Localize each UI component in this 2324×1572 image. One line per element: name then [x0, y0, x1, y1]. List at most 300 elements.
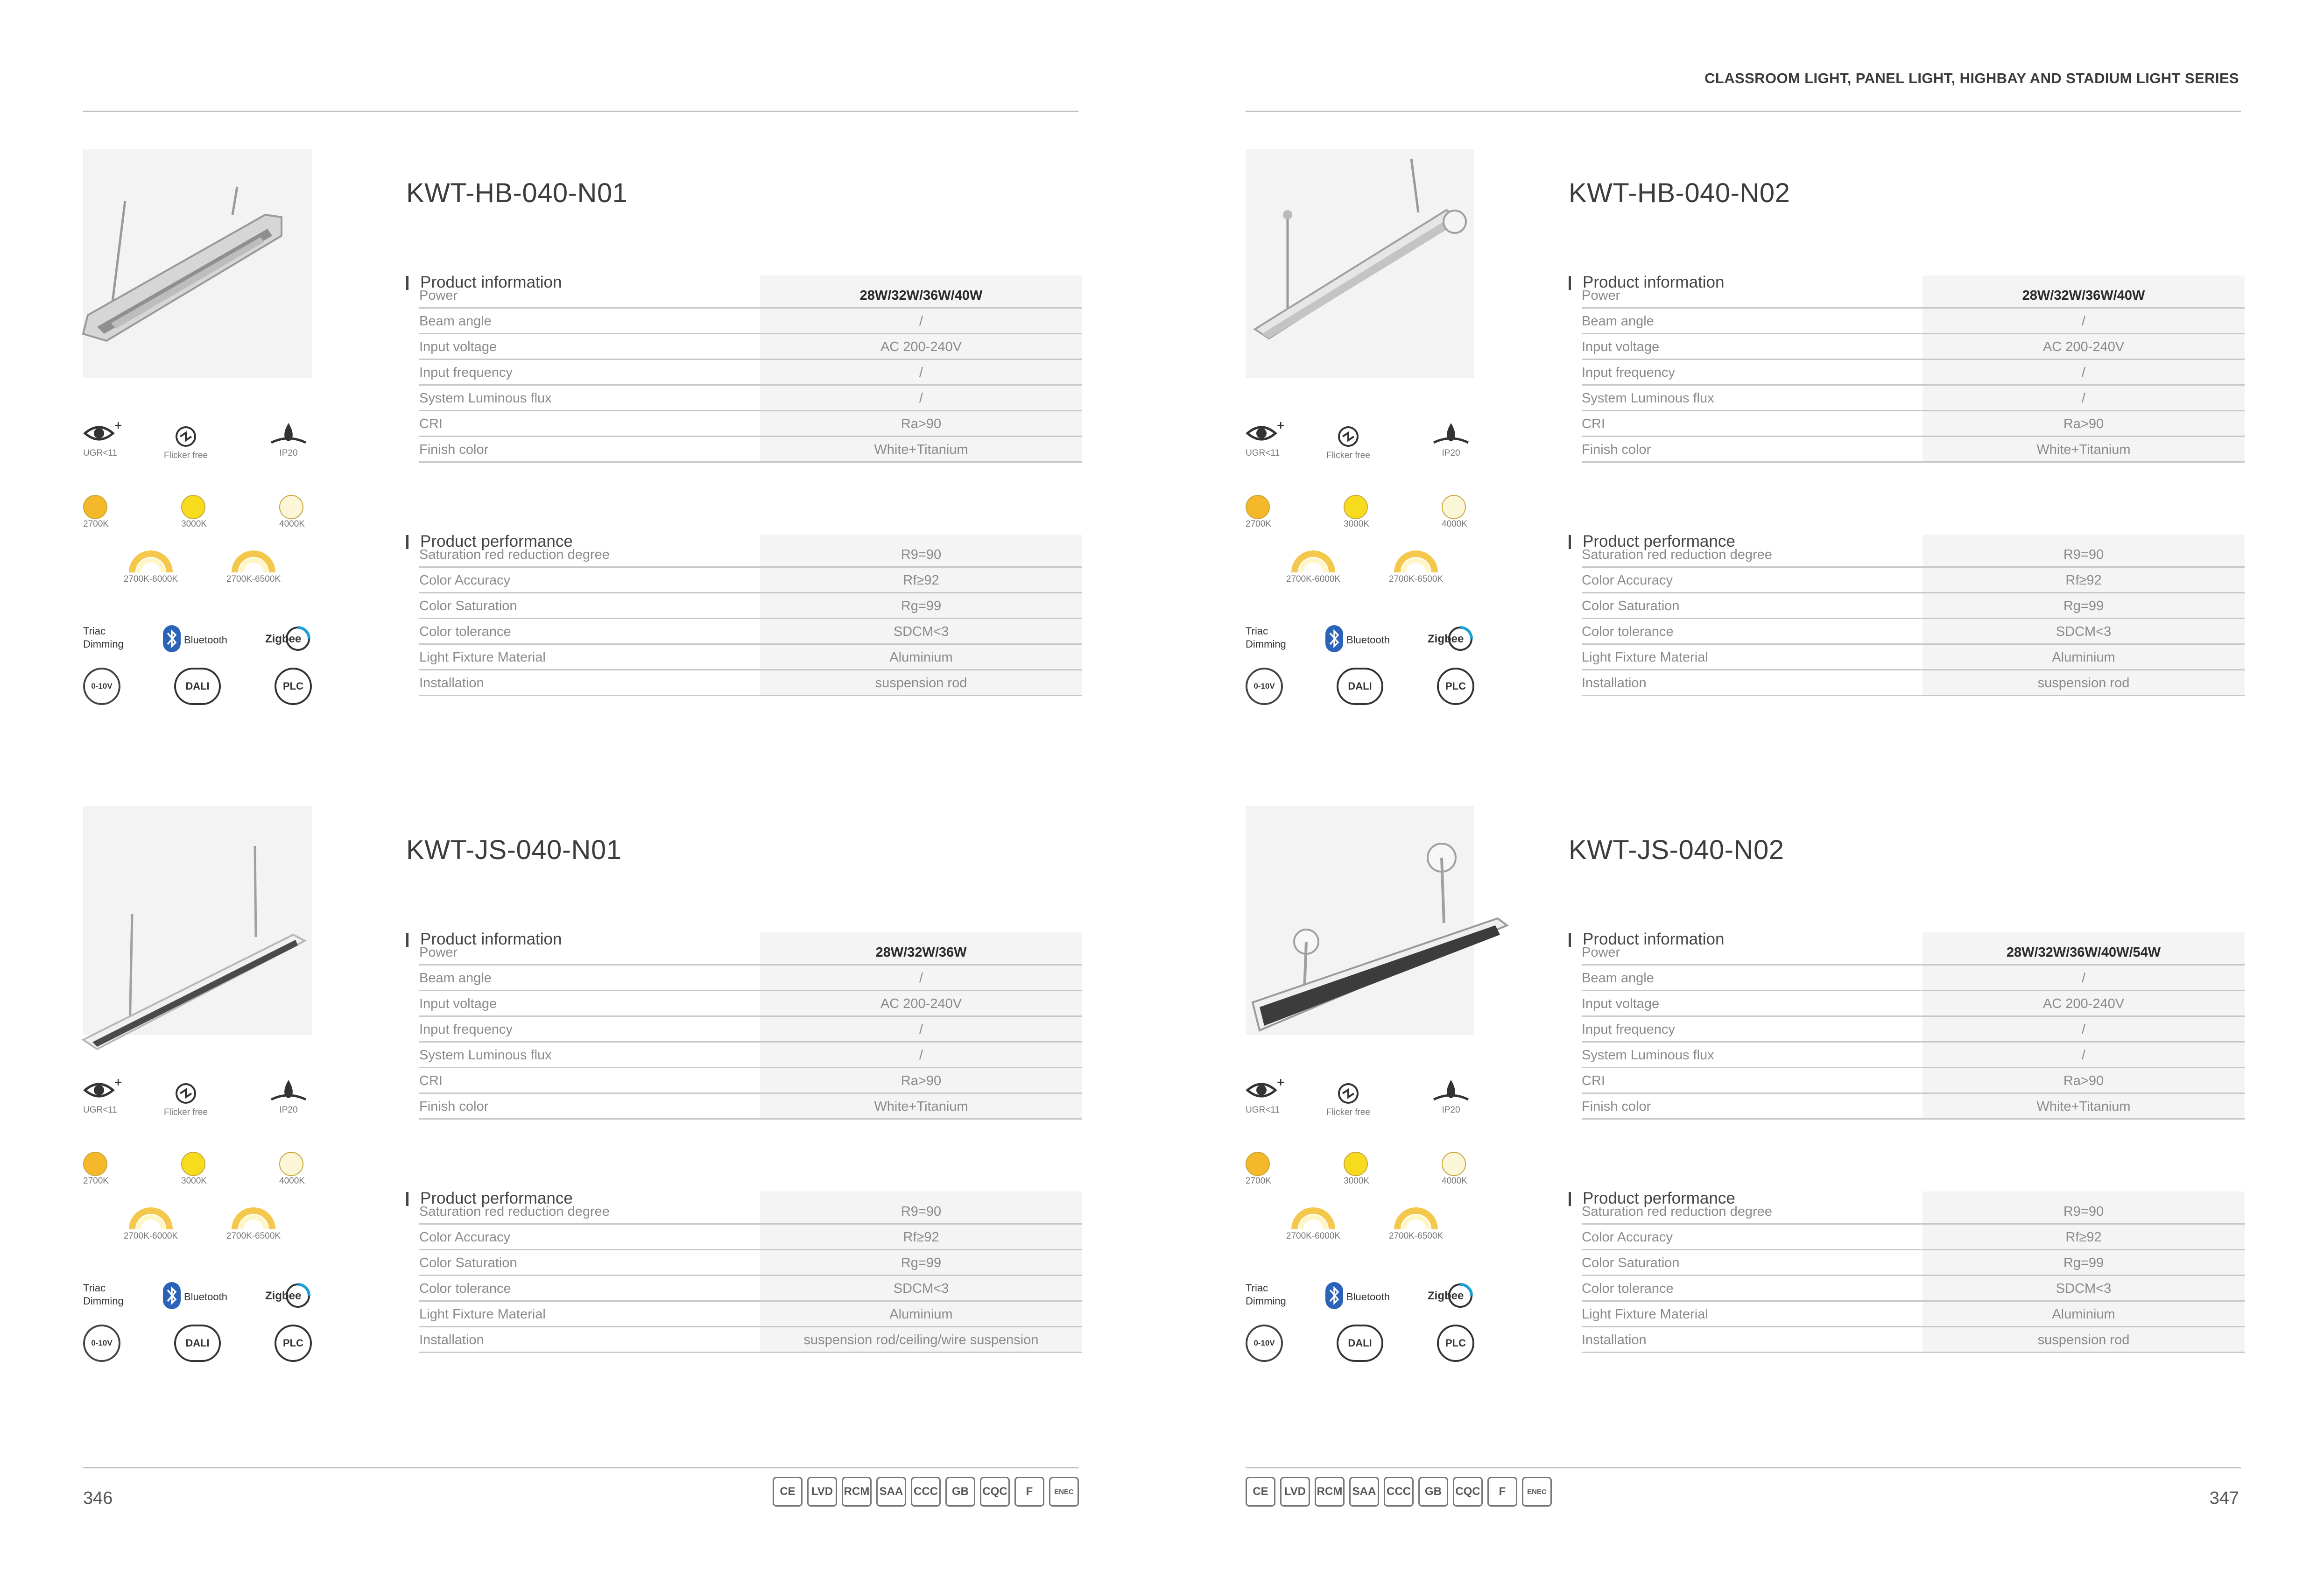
tunable-2700k-6000k: 2700K-6000K: [111, 1203, 190, 1241]
zero-ten-v-badge: 0-10V: [83, 1325, 120, 1362]
spec-row-installation: [419, 670, 1082, 696]
spec-label: Installation: [419, 676, 484, 691]
dali-badge: DALI: [174, 1325, 221, 1362]
spec-value: R9=90: [2063, 547, 2104, 562]
cert-ccc-icon: CCC: [911, 1477, 941, 1507]
color-dot-4000k: [279, 1152, 303, 1176]
spec-value: AC 200-240V: [880, 339, 962, 354]
page-number-left: 346: [83, 1488, 113, 1508]
tunable-white-icon: [230, 1203, 293, 1231]
cert-gb-icon: GB: [1418, 1477, 1448, 1507]
spec-row-finish: [419, 1094, 1082, 1120]
control-bluetooth: Bluetooth: [1325, 625, 1390, 655]
spec-row-material: [419, 645, 1082, 670]
feature-ugr: + UGR<11: [1246, 1077, 1285, 1115]
spec-value: Rf≥92: [903, 573, 939, 588]
svg-text:Zigbee: Zigbee: [265, 1290, 302, 1302]
spec-label: Color Accuracy: [419, 1230, 511, 1245]
cert-ce-icon: CE: [773, 1477, 803, 1507]
feature-flicker-free: Flicker free: [158, 423, 214, 461]
feature-flicker-free: Flicker free: [1320, 423, 1376, 461]
svg-text:Zigbee: Zigbee: [1428, 1290, 1464, 1302]
cert-f-icon: F: [1487, 1477, 1517, 1507]
spec-row-beam: [1582, 309, 2245, 334]
product-performance-table: [419, 1191, 1082, 1353]
spec-label: Saturation red reduction degree: [1582, 1204, 1772, 1219]
zigbee-icon: [265, 1290, 312, 1311]
spec-row-power: [1582, 940, 2245, 966]
spec-value: Rg=99: [2063, 599, 2104, 613]
spec-value: AC 200-240V: [2042, 339, 2125, 354]
spec-label: Color tolerance: [419, 1281, 511, 1296]
cert-rcm-icon: RCM: [842, 1477, 872, 1507]
spec-value: suspension rod: [2037, 1332, 2130, 1347]
spec-label: Finish color: [1582, 442, 1651, 457]
spec-row-finish: [419, 437, 1082, 463]
control-triac-dimming: Triac Dimming: [1246, 1282, 1286, 1307]
cct-3000k: 3000K: [1344, 495, 1381, 529]
spec-label: Finish color: [1582, 1099, 1651, 1114]
cct-4000k: 4000K: [1442, 495, 1479, 529]
spec-row-power: [1582, 283, 2245, 309]
spec-value: suspension rod: [2037, 676, 2130, 691]
control-bluetooth: Bluetooth: [1325, 1282, 1390, 1312]
product-performance-title: Product performance: [406, 1189, 573, 1208]
spec-value: Aluminium: [2052, 1307, 2115, 1322]
color-dot-2700k: [83, 495, 107, 519]
eye-icon: [1246, 420, 1283, 448]
feature-flicker-free: Flicker free: [158, 1079, 214, 1118]
zero-ten-v-badge: 0-10V: [1246, 1325, 1283, 1362]
product-performance-table: [1582, 535, 2245, 696]
color-dot-2700k: [83, 1152, 107, 1176]
suspension-wire: [255, 846, 256, 937]
suspension-wire: [130, 914, 132, 1030]
svg-text:Zigbee: Zigbee: [1428, 633, 1464, 645]
spec-label: Color tolerance: [419, 624, 511, 639]
ip20-icon: [268, 420, 310, 448]
cert-ce-icon: CE: [1246, 1477, 1275, 1507]
control-dali: [174, 668, 221, 705]
cct-2700k: 2700K: [1246, 495, 1283, 529]
spec-value: Rf≥92: [2065, 573, 2102, 588]
spec-value: Rg=99: [901, 599, 942, 613]
spec-row-saturation: [1582, 593, 2245, 619]
spec-row-accuracy: [419, 568, 1082, 593]
product-performance-title: Product performance: [1569, 1189, 1735, 1208]
spec-value: Rg=99: [901, 1255, 942, 1270]
spec-row-beam: [419, 966, 1082, 991]
spec-label: System Luminous flux: [419, 1048, 552, 1063]
bottom-divider-left: [83, 1467, 1078, 1468]
cct-2700k: 2700K: [83, 1152, 120, 1186]
spec-value: White+Titanium: [874, 1099, 968, 1114]
spec-row-power: [419, 940, 1082, 966]
spec-row-voltage: [419, 334, 1082, 360]
spec-row-tolerance: [1582, 619, 2245, 645]
cert-lvd-icon: LVD: [1280, 1477, 1310, 1507]
spec-label: Input voltage: [419, 996, 497, 1011]
spec-row-frequency: [1582, 1017, 2245, 1043]
cert-lvd-icon: LVD: [807, 1477, 837, 1507]
spec-row-frequency: [419, 1017, 1082, 1043]
spec-label: Power: [419, 945, 458, 960]
tunable-white-icon: [1393, 1203, 1456, 1231]
tunable-white-icon: [127, 1203, 190, 1231]
spec-value: /: [919, 365, 923, 380]
spec-value: /: [2081, 1048, 2086, 1063]
control-zigbee: [1428, 1282, 1474, 1312]
spec-value: 28W/32W/36W/40W: [2022, 288, 2145, 303]
color-dot-3000k: [1344, 1152, 1368, 1176]
certification-icons-left: [773, 1477, 1079, 1507]
spec-value: White+Titanium: [2036, 442, 2131, 457]
feature-flicker-free: Flicker free: [1320, 1079, 1376, 1118]
dali-badge: DALI: [1337, 1325, 1383, 1362]
spec-label: Color Accuracy: [1582, 1230, 1673, 1245]
feature-ip20: IP20: [1430, 1077, 1472, 1115]
flicker-free-icon: [172, 423, 214, 451]
product-image: [83, 149, 312, 378]
spec-value: Ra>90: [901, 416, 942, 431]
product-information-table: [419, 275, 1082, 463]
product-model: KWT-HB-040-N02: [1569, 178, 1790, 208]
spec-value: R9=90: [901, 547, 942, 562]
spec-label: Saturation red reduction degree: [419, 547, 610, 562]
feature-ip20: IP20: [1430, 420, 1472, 458]
spec-value: White+Titanium: [874, 442, 968, 457]
color-dot-3000k: [181, 1152, 205, 1176]
bottom-divider-right: [1246, 1467, 2241, 1468]
control-triac-dimming: Triac Dimming: [83, 1282, 124, 1307]
svg-text:+: +: [1276, 1077, 1285, 1088]
spec-value: /: [2081, 1022, 2086, 1037]
eye-icon: [83, 420, 123, 448]
spec-value: SDCM<3: [893, 1281, 949, 1296]
spec-label: Color tolerance: [1582, 1281, 1674, 1296]
spec-label: Input frequency: [419, 1022, 513, 1037]
cct-4000k: 4000K: [279, 495, 317, 529]
spec-row-cri: [1582, 411, 2245, 437]
feature-ip20: IP20: [268, 1077, 310, 1115]
spec-value: /: [919, 391, 923, 406]
product-model: KWT-JS-040-N01: [406, 835, 622, 865]
spec-row-tolerance: [419, 619, 1082, 645]
tunable-2700k-6500k: 2700K-6500K: [1376, 1203, 1456, 1241]
zigbee-icon: [1428, 633, 1474, 655]
spec-value: /: [919, 971, 923, 986]
eye-icon: [83, 1077, 123, 1105]
cct-2700k: 2700K: [83, 495, 120, 529]
control-0-10v: [1246, 668, 1283, 705]
spec-label: Beam angle: [419, 971, 492, 986]
spec-label: Input voltage: [1582, 996, 1660, 1011]
tunable-white-icon: [127, 546, 190, 574]
tunable-2700k-6000k: 2700K-6000K: [1274, 546, 1353, 585]
spec-label: Light Fixture Material: [1582, 650, 1708, 665]
spec-value: /: [2081, 971, 2086, 986]
control-zigbee: [265, 625, 312, 655]
spec-label: Saturation red reduction degree: [1582, 547, 1772, 562]
spec-label: Finish color: [419, 1099, 489, 1114]
control-zigbee: [1428, 625, 1474, 655]
spec-row-saturation-red: [419, 1199, 1082, 1225]
spec-value: /: [2081, 314, 2086, 329]
spec-row-beam: [419, 309, 1082, 334]
control-triac-dimming: Triac Dimming: [83, 625, 124, 650]
zigbee-icon: [265, 633, 312, 655]
svg-text:+: +: [114, 1077, 123, 1088]
control-zigbee: [265, 1282, 312, 1312]
spec-row-saturation: [419, 593, 1082, 619]
bluetooth-icon: [1325, 625, 1344, 655]
spec-label: Input voltage: [419, 339, 497, 354]
spec-row-beam: [1582, 966, 2245, 991]
spec-row-voltage: [1582, 991, 2245, 1017]
cert-ccc-icon: CCC: [1384, 1477, 1414, 1507]
spec-label: Finish color: [419, 442, 489, 457]
spec-row-accuracy: [1582, 568, 2245, 593]
spec-row-voltage: [419, 991, 1082, 1017]
spec-value: SDCM<3: [2056, 624, 2112, 639]
spec-row-installation: [1582, 670, 2245, 696]
product-information-title: Product information: [1569, 273, 1724, 292]
spec-row-installation: [1582, 1327, 2245, 1353]
spec-label: Light Fixture Material: [1582, 1307, 1708, 1322]
spec-row-voltage: [1582, 334, 2245, 360]
feature-ugr: + UGR<11: [83, 420, 123, 458]
spec-value: 28W/32W/36W/40W/54W: [2006, 945, 2161, 960]
plc-badge: PLC: [1437, 668, 1474, 705]
product-information-table: [1582, 932, 2245, 1120]
spec-row-flux: [419, 1043, 1082, 1068]
color-dot-4000k: [1442, 495, 1466, 519]
spec-value: Ra>90: [901, 1073, 942, 1088]
svg-text:+: +: [114, 420, 123, 431]
spec-value: Aluminium: [889, 1307, 953, 1322]
spec-label: Power: [1582, 945, 1620, 960]
spec-row-saturation-red: [419, 542, 1082, 568]
spec-label: Installation: [1582, 1332, 1647, 1347]
plc-badge: PLC: [275, 1325, 312, 1362]
spec-label: Installation: [1582, 676, 1647, 691]
spec-label: Installation: [419, 1332, 484, 1347]
spec-label: Power: [419, 288, 458, 303]
spec-label: Color Saturation: [1582, 599, 1680, 613]
color-dot-3000k: [1344, 495, 1368, 519]
cert-enec-icon: ENEC: [1522, 1477, 1552, 1507]
spec-row-flux: [1582, 386, 2245, 411]
control-plc: [1437, 668, 1474, 705]
cert-cqc-icon: CQC: [980, 1477, 1010, 1507]
spec-row-finish: [1582, 437, 2245, 463]
spec-label: System Luminous flux: [419, 391, 552, 406]
spec-value: R9=90: [901, 1204, 942, 1219]
spec-value: Rf≥92: [2065, 1230, 2102, 1245]
tunable-2700k-6500k: 2700K-6500K: [1376, 546, 1456, 585]
ip20-icon: [1430, 1077, 1472, 1105]
cert-saa-icon: SAA: [876, 1477, 906, 1507]
spec-row-frequency: [1582, 360, 2245, 386]
spec-label: CRI: [1582, 1073, 1605, 1088]
spec-row-saturation: [419, 1250, 1082, 1276]
product-card-4: [1246, 806, 2324, 1409]
product-image: [83, 806, 312, 1035]
spec-label: Input frequency: [1582, 365, 1675, 380]
spec-row-saturation-red: [1582, 1199, 2245, 1225]
product-card-3: [83, 806, 1162, 1409]
spec-value: SDCM<3: [893, 624, 949, 639]
product-information-table: [1582, 275, 2245, 463]
control-dali: [1337, 668, 1383, 705]
cert-saa-icon: SAA: [1349, 1477, 1379, 1507]
spec-value: suspension rod/ceiling/wire suspension: [803, 1332, 1039, 1347]
product-information-title: Product information: [406, 273, 562, 292]
spec-value: 28W/32W/36W: [875, 945, 967, 960]
spec-label: Color Saturation: [419, 599, 517, 613]
plc-badge: PLC: [275, 668, 312, 705]
luminaire-body: [1255, 210, 1458, 338]
spec-value: SDCM<3: [2056, 1281, 2112, 1296]
control-dali: [1337, 1325, 1383, 1362]
svg-text:+: +: [1276, 420, 1285, 431]
spec-row-flux: [419, 386, 1082, 411]
spec-value: Aluminium: [2052, 650, 2115, 665]
product-card-2: [1246, 149, 2324, 752]
control-plc: [1437, 1325, 1474, 1362]
flicker-free-icon: [1334, 423, 1376, 451]
zero-ten-v-badge: 0-10V: [83, 668, 120, 705]
feature-ugr: + UGR<11: [1246, 420, 1285, 458]
zigbee-icon: [1428, 1290, 1474, 1311]
flicker-free-icon: [1334, 1079, 1376, 1107]
spec-value: /: [919, 1022, 923, 1037]
product-performance-table: [1582, 1191, 2245, 1353]
spec-row-installation: [419, 1327, 1082, 1353]
bluetooth-icon: [1325, 1282, 1344, 1312]
control-0-10v: [83, 668, 120, 705]
top-divider-right: [1246, 111, 2241, 112]
spec-row-power: [419, 283, 1082, 309]
cert-enec-icon: ENEC: [1049, 1477, 1079, 1507]
spec-row-accuracy: [1582, 1225, 2245, 1250]
spec-label: Light Fixture Material: [419, 650, 546, 665]
spec-label: CRI: [419, 1073, 443, 1088]
spec-label: Color tolerance: [1582, 624, 1674, 639]
svg-text:Zigbee: Zigbee: [265, 633, 302, 645]
spec-row-finish: [1582, 1094, 2245, 1120]
spec-row-material: [419, 1302, 1082, 1327]
control-0-10v: [83, 1325, 120, 1362]
spec-value: /: [2081, 391, 2086, 406]
page-number-right: 347: [2209, 1488, 2239, 1508]
cert-f-icon: F: [1014, 1477, 1044, 1507]
spec-label: Beam angle: [419, 314, 492, 329]
spec-row-cri: [1582, 1068, 2245, 1094]
spec-value: /: [919, 1048, 923, 1063]
spec-value: White+Titanium: [2036, 1099, 2131, 1114]
tunable-2700k-6500k: 2700K-6500K: [214, 1203, 293, 1241]
spec-value: R9=90: [2063, 1204, 2104, 1219]
eye-icon: [1246, 1077, 1283, 1105]
cct-2700k: 2700K: [1246, 1152, 1283, 1186]
color-dot-2700k: [1246, 1152, 1270, 1176]
spec-value: Rf≥92: [903, 1230, 939, 1245]
dali-badge: DALI: [174, 668, 221, 705]
control-bluetooth: Bluetooth: [162, 1282, 227, 1312]
color-dot-3000k: [181, 495, 205, 519]
suspension-wire: [232, 187, 237, 215]
spec-label: CRI: [1582, 416, 1605, 431]
plc-badge: PLC: [1437, 1325, 1474, 1362]
feature-ip20: IP20: [268, 420, 310, 458]
cert-cqc-icon: CQC: [1453, 1477, 1483, 1507]
flicker-free-icon: [172, 1079, 214, 1107]
spec-row-accuracy: [419, 1225, 1082, 1250]
spec-value: /: [2081, 365, 2086, 380]
spec-value: Ra>90: [2063, 1073, 2104, 1088]
spec-row-cri: [419, 411, 1082, 437]
spec-row-flux: [1582, 1043, 2245, 1068]
feature-ugr: + UGR<11: [83, 1077, 123, 1115]
spec-value: AC 200-240V: [880, 996, 962, 1011]
ip20-icon: [1430, 420, 1472, 448]
spec-row-material: [1582, 1302, 2245, 1327]
cct-3000k: 3000K: [181, 1152, 218, 1186]
bluetooth-icon: [162, 625, 181, 655]
product-card-1: [83, 149, 1162, 752]
spec-value: /: [919, 314, 923, 329]
spec-label: Color Accuracy: [1582, 573, 1673, 588]
product-model: KWT-JS-040-N02: [1569, 835, 1784, 865]
spec-label: Input frequency: [1582, 1022, 1675, 1037]
spec-label: Color Saturation: [1582, 1255, 1680, 1270]
spec-value: AC 200-240V: [2042, 996, 2125, 1011]
control-dali: [174, 1325, 221, 1362]
bluetooth-icon: [162, 1282, 181, 1312]
series-title: CLASSROOM LIGHT, PANEL LIGHT, HIGHBAY AND STADIUM LIGHT SERIES: [1704, 70, 2239, 86]
product-image: [1246, 806, 1474, 1035]
top-divider-left: [83, 111, 1078, 112]
zero-ten-v-badge: 0-10V: [1246, 668, 1283, 705]
spec-row-tolerance: [1582, 1276, 2245, 1302]
product-information-title: Product information: [406, 930, 562, 949]
tunable-white-icon: [1290, 1203, 1353, 1231]
spec-row-cri: [419, 1068, 1082, 1094]
product-performance-title: Product performance: [406, 532, 573, 551]
cct-3000k: 3000K: [1344, 1152, 1381, 1186]
spec-label: Color Accuracy: [419, 573, 511, 588]
product-model: KWT-HB-040-N01: [406, 178, 628, 208]
spec-row-tolerance: [419, 1276, 1082, 1302]
control-0-10v: [1246, 1325, 1283, 1362]
spec-label: CRI: [419, 416, 443, 431]
spec-label: Input voltage: [1582, 339, 1660, 354]
control-triac-dimming: Triac Dimming: [1246, 625, 1286, 650]
spec-value: Ra>90: [2063, 416, 2104, 431]
tunable-2700k-6000k: 2700K-6000K: [1274, 1203, 1353, 1241]
color-dot-2700k: [1246, 495, 1270, 519]
spec-label: Color Saturation: [419, 1255, 517, 1270]
spec-row-frequency: [419, 360, 1082, 386]
tunable-2700k-6500k: 2700K-6500K: [214, 546, 293, 585]
product-information-table: [419, 932, 1082, 1120]
spec-label: Light Fixture Material: [419, 1307, 546, 1322]
certification-icons-right: [1246, 1477, 1552, 1507]
cert-gb-icon: GB: [945, 1477, 975, 1507]
spec-value: suspension rod: [875, 676, 967, 691]
suspension-wire: [1411, 159, 1418, 212]
